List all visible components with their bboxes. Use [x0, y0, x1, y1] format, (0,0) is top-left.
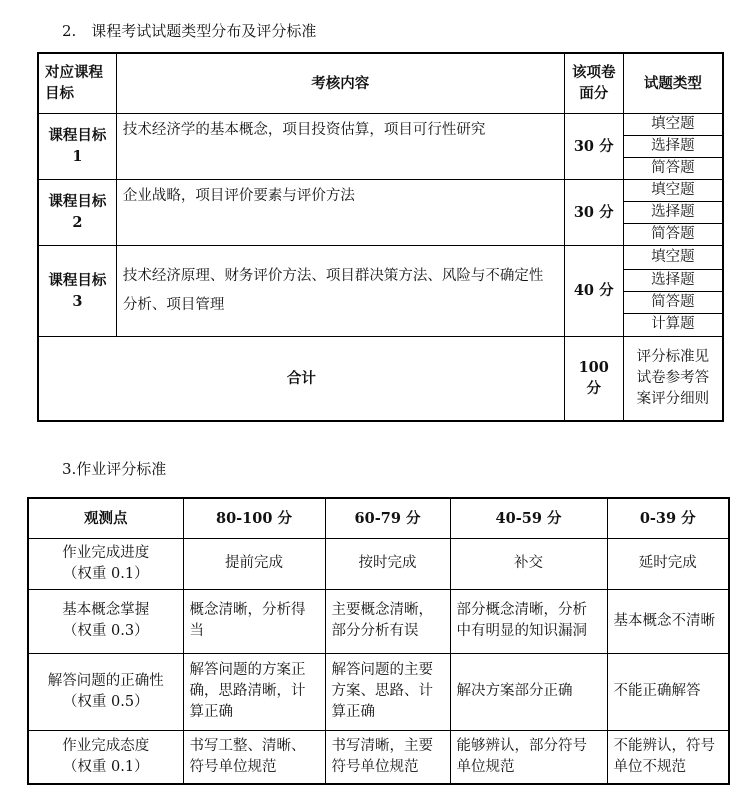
goal-cell: 课程目标 2 — [38, 179, 116, 245]
point-cell — [28, 538, 183, 589]
header-goal: 对应课程目标 — [38, 53, 116, 113]
grade-cell: 补交 — [450, 538, 607, 589]
type-cell: 填空题 — [623, 113, 723, 135]
grade-cell: 提前完成 — [183, 538, 325, 589]
section-3-title: 3.作业评分标准 — [62, 460, 167, 478]
header-score: 该项卷面分 — [564, 53, 623, 113]
grade-cell: 解答问题的主要方案、思路、计算正确 — [325, 653, 450, 730]
score-cell: 30 分 — [564, 179, 623, 245]
content-cell: 技术经济学的基本概念，项目投资估算，项目可行性研究 — [116, 113, 564, 179]
goal-cell: 课程目标 3 — [38, 245, 116, 336]
grade-cell: 延时完成 — [607, 538, 729, 589]
grade-cell: 书写清晰，主要符号单位规范 — [325, 730, 450, 784]
grade-cell: 不能辨认，符号单位不规范 — [607, 730, 729, 784]
grade-cell: 按时完成 — [325, 538, 450, 589]
table-row — [38, 245, 723, 269]
weight-label: （权重 0.3） — [62, 623, 149, 639]
content-cell: 企业战略，项目评价要素与评价方法 — [116, 179, 564, 245]
header-content: 考核内容 — [116, 53, 564, 113]
type-cell: 选择题 — [623, 201, 723, 223]
point-label: 基本概念掌握 — [62, 602, 150, 618]
score-cell: 40 分 — [564, 245, 623, 336]
grade-cell: 解决方案部分正确 — [450, 653, 607, 730]
grade-cell: 书写工整、清晰、符号单位规范 — [183, 730, 325, 784]
type-cell: 计算题 — [623, 313, 723, 336]
header-grade: 40-59 分 — [450, 498, 607, 538]
weight-label: （权重 0.1） — [62, 565, 149, 582]
point-cell — [28, 653, 183, 730]
grade-cell: 主要概念清晰，部分分析有误 — [325, 589, 450, 653]
table-row — [28, 730, 729, 784]
header-grade: 80-100 分 — [183, 498, 325, 538]
score-cell: 30 分 — [564, 113, 623, 179]
total-note: 评分标准见试卷参考答案评分细则 — [623, 336, 723, 421]
grade-cell: 解答问题的方案正确，思路清晰，计算正确 — [183, 653, 325, 730]
point-cell — [28, 589, 183, 653]
table-row — [28, 653, 729, 730]
table-row — [28, 589, 729, 653]
section-2-title: 2. 课程考试试题类型分布及评分标准 — [62, 22, 317, 40]
total-label: 合计 — [38, 336, 564, 421]
weight-label: （权重 0.5） — [62, 693, 149, 710]
header-type: 试题类型 — [623, 53, 723, 113]
point-label: 作业完成态度 — [62, 737, 150, 754]
type-cell: 选择题 — [623, 269, 723, 291]
table-header-row — [38, 53, 723, 113]
header-grade: 0-39 分 — [607, 498, 729, 538]
type-cell: 简答题 — [623, 157, 723, 179]
weight-label: （权重 0.1） — [62, 758, 149, 775]
header-grade: 60-79 分 — [325, 498, 450, 538]
table-header-row — [28, 498, 729, 538]
grade-cell: 不能正确解答 — [607, 653, 729, 730]
total-row — [38, 336, 723, 421]
point-label: 作业完成进度 — [62, 544, 150, 561]
table-row — [38, 113, 723, 135]
type-cell: 选择题 — [623, 135, 723, 157]
type-cell: 简答题 — [623, 223, 723, 245]
grade-cell: 部分概念清晰，分析中有明显的知识漏洞 — [450, 589, 607, 653]
type-cell: 简答题 — [623, 291, 723, 313]
homework-grading-table — [27, 497, 730, 785]
table-row — [38, 179, 723, 201]
grade-cell: 能够辨认，部分符号单位规范 — [450, 730, 607, 784]
goal-cell: 课程目标 1 — [38, 113, 116, 179]
grade-cell: 概念清晰，分析得当 — [183, 589, 325, 653]
type-cell: 填空题 — [623, 179, 723, 201]
point-cell — [28, 730, 183, 784]
total-score: 100 分 — [564, 336, 623, 421]
header-point: 观测点 — [28, 498, 183, 538]
type-cell: 填空题 — [623, 245, 723, 269]
table-row — [28, 538, 729, 589]
grade-cell: 基本概念不清晰 — [607, 589, 729, 653]
exam-distribution-table — [37, 52, 724, 422]
point-label: 解答问题的正确性 — [47, 672, 164, 689]
content-cell: 技术经济原理、财务评价方法、项目群决策方法、风险与不确定性分析、项目管理 — [116, 245, 564, 336]
